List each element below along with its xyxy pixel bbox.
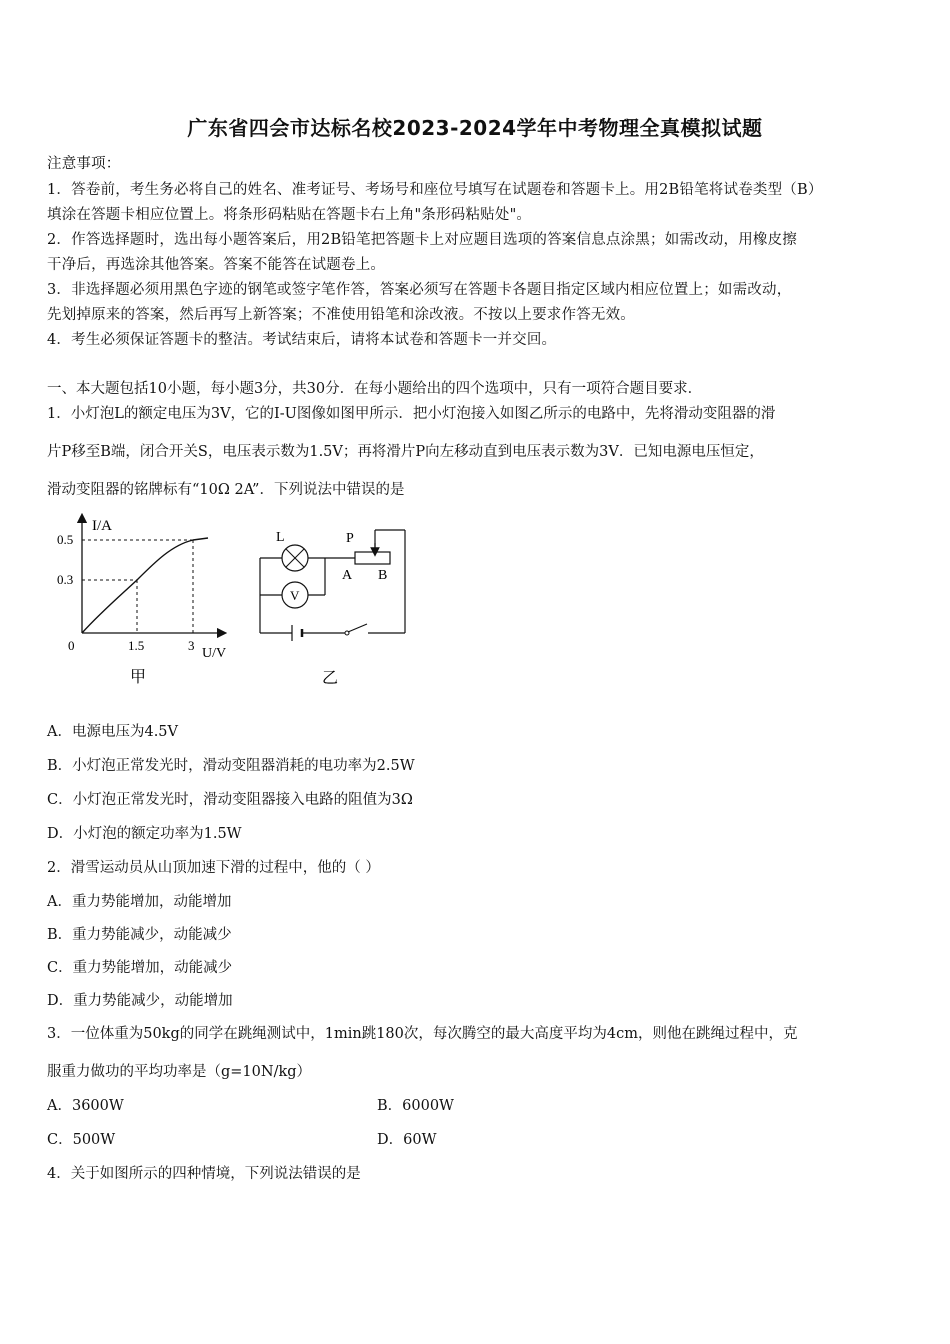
iu-graph [50, 510, 250, 690]
x-tick-15: 1.5 [128, 638, 145, 653]
circuit-caption: 乙 [322, 670, 339, 687]
notice-line-7: 4．考生必须保证答题卡的整洁。考试结束后，请将本试卷和答题卡一并交回。 [47, 332, 557, 348]
q2-option-a: A．重力势能增加，动能增加 [47, 894, 232, 910]
q1-option-c: C．小灯泡正常发光时，滑动变阻器接入电路的阻值为3Ω [47, 792, 413, 808]
end-a-label: A [342, 568, 353, 583]
voltmeter-label: V [290, 588, 300, 603]
notice-line-5: 3．非选择题必须用黑色字迹的钢笔或签字笔作答，答案必须写在答题卡各题目指定区域内相应位置上；如需改动， [47, 282, 792, 298]
notice-line-3: 2．作答选择题时，选出每小题答案后，用2B铅笔把答题卡上对应题目选项的答案信息点涂黑；如需改动，用橡皮擦 [47, 232, 798, 248]
end-b-label: B [378, 568, 388, 583]
q2-stem: 2．滑雪运动员从山顶加速下滑的过程中，他的（ ） [47, 860, 380, 876]
q1-stem-line-2: 片P移至B端，闭合开关S，电压表示数为1.5V；再将滑片P向左移动直到电压表示数为3V．已知电源电压恒定， [47, 444, 764, 460]
notice-line-2: 填涂在答题卡相应位置上。将条形码粘贴在答题卡右上角"条形码粘贴处"。 [47, 207, 532, 223]
x-tick-3: 3 [188, 638, 195, 653]
iu-curve [82, 538, 208, 633]
section-heading: 一、本大题包括10小题，每小题3分，共30分．在每小题给出的四个选项中，只有一项符合题目要求． [47, 381, 703, 397]
y-tick-03: 0.3 [57, 572, 74, 587]
lamp-label: L [276, 530, 285, 545]
q2-option-c: C．重力势能增加，动能减少 [47, 960, 233, 976]
graph-caption: 甲 [130, 669, 147, 686]
page-title: 广东省四会市达标名校2023-2024学年中考物理全真模拟试题 [187, 116, 763, 140]
notice-heading: 注意事项： [47, 156, 121, 172]
q3-option-b: B．6000W [377, 1098, 454, 1114]
rheostat [355, 552, 390, 564]
notice-line-1: 1．答卷前，考生务必将自己的姓名、准考证号、考场号和座位号填写在试题卷和答题卡上。用2B铅笔将试卷类型（B） [47, 182, 823, 198]
slider-label: P [346, 531, 354, 546]
q1-stem-line-3: 滑动变阻器的铭牌标有“10Ω 2A”．下列说法中错误的是 [47, 482, 405, 498]
q2-option-b: B．重力势能减少，动能减少 [47, 927, 232, 943]
q2-option-d: D．重力势能减少，动能增加 [47, 993, 233, 1009]
q1-option-b: B．小灯泡正常发光时，滑动变阻器消耗的电功率为2.5W [47, 758, 415, 774]
x-axis-label: U/V [202, 646, 227, 661]
notice-line-6: 先划掉原来的答案，然后再写上新答案；不准使用铅笔和涂改液。不按以上要求作答无效。 [47, 307, 635, 323]
y-tick-05: 0.5 [57, 532, 74, 547]
notice-line-4: 干净后，再选涂其他答案。答案不能答在试题卷上。 [47, 257, 386, 273]
circuit-diagram [245, 518, 420, 690]
q3-option-a: A．3600W [47, 1098, 124, 1114]
q3-stem-line-1: 3．一位体重为50kg的同学在跳绳测试中，1min跳180次，每次腾空的最大高度平均为4cm，则他在跳绳过程中，克 [47, 1026, 798, 1042]
switch [348, 624, 367, 632]
q3-option-c: C．500W [47, 1132, 116, 1148]
y-axis-label: I/A [92, 518, 112, 534]
x-tick-0: 0 [68, 638, 75, 653]
q3-option-d: D．60W [377, 1132, 437, 1148]
q1-stem-line-1: 1．小灯泡L的额定电压为3V，它的I-U图像如图甲所示．把小灯泡接入如图乙所示的电路中，先将滑动变阻器的滑 [47, 406, 776, 422]
q1-option-a: A．电源电压为4.5V [47, 724, 179, 740]
q4-stem: 4．关于如图所示的四种情境，下列说法错误的是 [47, 1166, 361, 1182]
q1-option-d: D．小灯泡的额定功率为1.5W [47, 826, 242, 842]
q3-stem-line-2: 服重力做功的平均功率是（g=10N/kg） [47, 1064, 312, 1080]
